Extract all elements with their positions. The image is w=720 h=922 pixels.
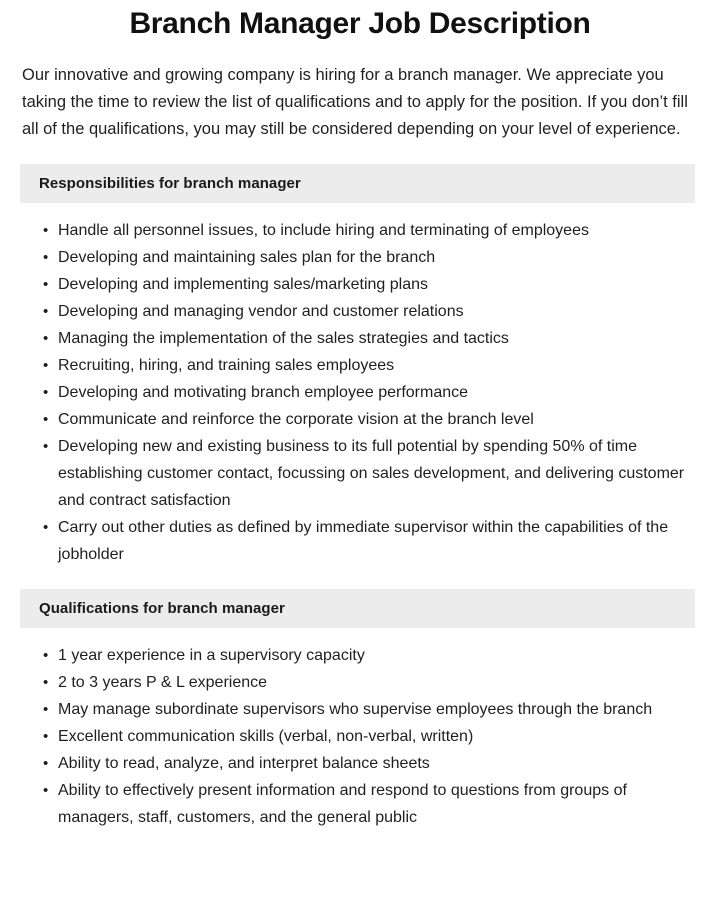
list-item: • Developing and maintaining sales plan for the branch	[0, 244, 696, 271]
list-item: • Handle all personnel issues, to include hiring and terminating of employees	[0, 217, 696, 244]
list-item: • Developing new and existing business to its full potential by spending 50% of time establishing customer contact, focussing on sales development, and delivering customer and contract satisfaction	[0, 433, 696, 514]
list-item: • Carry out other duties as defined by immediate supervisor within the capabilities of the jobholder	[0, 514, 696, 568]
responsibilities-list	[0, 217, 720, 568]
qualifications-list	[0, 642, 720, 831]
page-title: Branch Manager Job Description	[129, 7, 591, 40]
intro-paragraph: Our innovative and growing company is hiring for a branch manager. We appreciate you taking the time to review the list of qualifications and to apply for the position. If you don’t fill all of the qualifications, you may still be considered depending on your level of experience.	[22, 66, 688, 138]
list-item: • 2 to 3 years P & L experience	[0, 669, 696, 696]
section-heading-label: Qualifications for branch manager	[39, 599, 285, 617]
list-item: • Ability to effectively present information and respond to questions from groups of managers, staff, customers, and the general public	[0, 777, 696, 831]
list-item: • Developing and motivating branch employee performance	[0, 379, 696, 406]
list-item: • Developing and implementing sales/marketing plans	[0, 271, 696, 298]
list-item: • Communicate and reinforce the corporate vision at the branch level	[0, 406, 696, 433]
list-item: • May manage subordinate supervisors who supervise employees through the branch	[0, 696, 696, 723]
list-item: • 1 year experience in a supervisory capacity	[0, 642, 696, 669]
section-heading-label: Responsibilities for branch manager	[39, 174, 301, 192]
list-item: • Ability to read, analyze, and interpret balance sheets	[0, 750, 696, 777]
list-item: • Recruiting, hiring, and training sales employees	[0, 352, 696, 379]
list-item: • Managing the implementation of the sales strategies and tactics	[0, 325, 696, 352]
list-item: • Excellent communication skills (verbal, non-verbal, written)	[0, 723, 696, 750]
list-item: • Developing and managing vendor and customer relations	[0, 298, 696, 325]
section-header-responsibilities	[20, 164, 695, 203]
section-header-qualifications	[20, 589, 695, 628]
